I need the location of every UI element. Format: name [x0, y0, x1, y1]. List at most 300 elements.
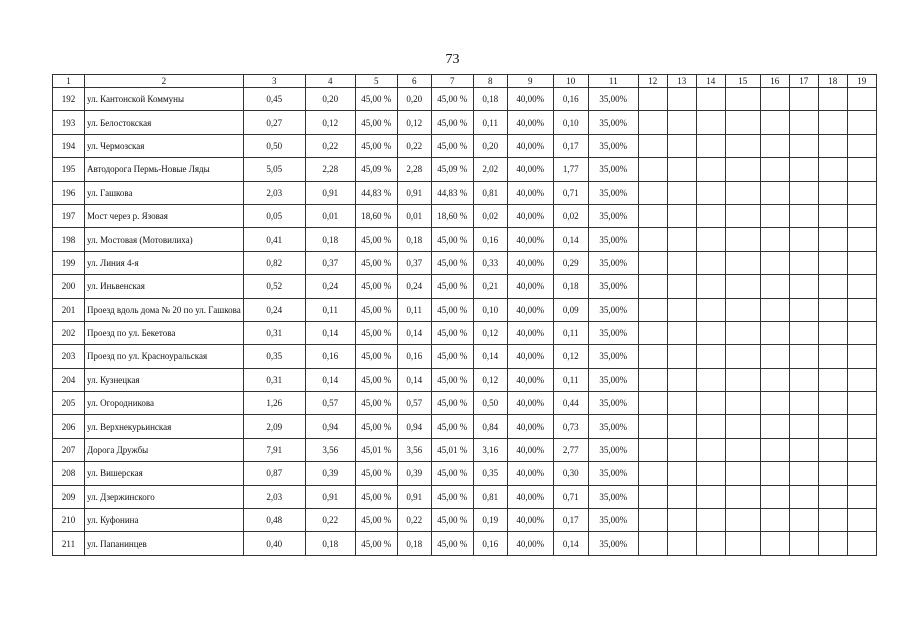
cell-col4: 0,37: [305, 251, 355, 274]
column-header-4: 4: [305, 75, 355, 88]
column-header-7: 7: [431, 75, 473, 88]
cell-col9: 40,00%: [507, 392, 553, 415]
table-row: [53, 438, 877, 461]
cell-col6: 0,18: [397, 532, 431, 555]
empty-cell-col13: [667, 134, 696, 157]
empty-cell-col19: [847, 345, 876, 368]
cell-col7: 45,00 %: [431, 228, 473, 251]
empty-cell-col14: [696, 509, 725, 532]
empty-cell-col18: [818, 251, 847, 274]
cell-col11: 35,00%: [588, 204, 638, 227]
empty-cell-col12: [638, 345, 667, 368]
empty-cell-col16: [760, 321, 789, 344]
empty-cell-col18: [818, 368, 847, 391]
road-name: Дорога Дружбы: [85, 438, 244, 461]
table-row: [53, 509, 877, 532]
empty-cell-col14: [696, 228, 725, 251]
row-number: 208: [53, 462, 85, 485]
column-header-18: 18: [818, 75, 847, 88]
cell-col3: 0,40: [243, 532, 305, 555]
cell-col7: 44,83 %: [431, 181, 473, 204]
empty-cell-col14: [696, 158, 725, 181]
cell-col4: 0,94: [305, 415, 355, 438]
column-header-13: 13: [667, 75, 696, 88]
empty-cell-col13: [667, 345, 696, 368]
empty-cell-col18: [818, 181, 847, 204]
cell-col6: 0,22: [397, 134, 431, 157]
cell-col11: 35,00%: [588, 158, 638, 181]
row-number: 207: [53, 438, 85, 461]
cell-col9: 40,00%: [507, 485, 553, 508]
empty-cell-col17: [789, 204, 818, 227]
table-row: [53, 228, 877, 251]
road-name: ул. Вишерская: [85, 462, 244, 485]
cell-col11: 35,00%: [588, 532, 638, 555]
empty-cell-col19: [847, 532, 876, 555]
cell-col10: 0,18: [553, 275, 588, 298]
road-name: ул. Линия 4-я: [85, 251, 244, 274]
cell-col7: 45,00 %: [431, 275, 473, 298]
cell-col9: 40,00%: [507, 415, 553, 438]
empty-cell-col13: [667, 251, 696, 274]
cell-col6: 0,11: [397, 298, 431, 321]
cell-col7: 45,00 %: [431, 251, 473, 274]
column-header-5: 5: [355, 75, 397, 88]
cell-col8: 0,50: [473, 392, 507, 415]
row-number: 210: [53, 509, 85, 532]
road-name: ул. Папанинцев: [85, 532, 244, 555]
empty-cell-col12: [638, 134, 667, 157]
empty-cell-col16: [760, 134, 789, 157]
empty-cell-col15: [725, 462, 760, 485]
empty-cell-col16: [760, 111, 789, 134]
empty-cell-col19: [847, 134, 876, 157]
empty-cell-col17: [789, 392, 818, 415]
empty-cell-col15: [725, 345, 760, 368]
table-row: [53, 134, 877, 157]
empty-cell-col18: [818, 509, 847, 532]
empty-cell-col15: [725, 111, 760, 134]
column-header-16: 16: [760, 75, 789, 88]
cell-col7: 45,00 %: [431, 485, 473, 508]
cell-col4: 0,12: [305, 111, 355, 134]
cell-col6: 0,94: [397, 415, 431, 438]
empty-cell-col14: [696, 485, 725, 508]
column-header-9: 9: [507, 75, 553, 88]
empty-cell-col17: [789, 368, 818, 391]
cell-col10: 0,14: [553, 228, 588, 251]
empty-cell-col18: [818, 321, 847, 344]
empty-cell-col12: [638, 438, 667, 461]
empty-cell-col15: [725, 532, 760, 555]
empty-cell-col17: [789, 438, 818, 461]
cell-col5: 45,00 %: [355, 251, 397, 274]
empty-cell-col18: [818, 228, 847, 251]
row-number: 197: [53, 204, 85, 227]
cell-col4: 0,22: [305, 134, 355, 157]
cell-col3: 0,05: [243, 204, 305, 227]
cell-col4: 0,11: [305, 298, 355, 321]
column-header-10: 10: [553, 75, 588, 88]
row-number: 201: [53, 298, 85, 321]
cell-col9: 40,00%: [507, 251, 553, 274]
empty-cell-col15: [725, 204, 760, 227]
cell-col7: 45,00 %: [431, 532, 473, 555]
empty-cell-col12: [638, 251, 667, 274]
cell-col5: 45,00 %: [355, 275, 397, 298]
cell-col9: 40,00%: [507, 134, 553, 157]
empty-cell-col18: [818, 158, 847, 181]
cell-col4: 0,18: [305, 532, 355, 555]
table-row: [53, 275, 877, 298]
data-table: [52, 74, 877, 556]
empty-cell-col16: [760, 88, 789, 111]
cell-col9: 40,00%: [507, 228, 553, 251]
empty-cell-col16: [760, 158, 789, 181]
cell-col3: 0,31: [243, 321, 305, 344]
cell-col8: 0,10: [473, 298, 507, 321]
road-name: Мост через р. Язовая: [85, 204, 244, 227]
row-number: 211: [53, 532, 85, 555]
row-number: 198: [53, 228, 85, 251]
cell-col9: 40,00%: [507, 462, 553, 485]
empty-cell-col16: [760, 438, 789, 461]
row-number: 204: [53, 368, 85, 391]
cell-col11: 35,00%: [588, 509, 638, 532]
empty-cell-col16: [760, 204, 789, 227]
empty-cell-col19: [847, 462, 876, 485]
cell-col4: 0,20: [305, 88, 355, 111]
empty-cell-col19: [847, 321, 876, 344]
empty-cell-col12: [638, 415, 667, 438]
cell-col3: 0,27: [243, 111, 305, 134]
cell-col6: 0,14: [397, 321, 431, 344]
empty-cell-col15: [725, 275, 760, 298]
empty-cell-col13: [667, 204, 696, 227]
empty-cell-col12: [638, 392, 667, 415]
empty-cell-col16: [760, 415, 789, 438]
cell-col7: 45,00 %: [431, 345, 473, 368]
empty-cell-col19: [847, 251, 876, 274]
cell-col6: 0,37: [397, 251, 431, 274]
empty-cell-col17: [789, 88, 818, 111]
column-header-17: 17: [789, 75, 818, 88]
empty-cell-col17: [789, 134, 818, 157]
cell-col9: 40,00%: [507, 204, 553, 227]
cell-col10: 0,30: [553, 462, 588, 485]
cell-col5: 45,00 %: [355, 509, 397, 532]
empty-cell-col13: [667, 415, 696, 438]
cell-col6: 0,18: [397, 228, 431, 251]
table-row: [53, 462, 877, 485]
row-number: 200: [53, 275, 85, 298]
cell-col8: 0,81: [473, 181, 507, 204]
cell-col7: 45,09 %: [431, 158, 473, 181]
table-row: [53, 251, 877, 274]
empty-cell-col15: [725, 321, 760, 344]
empty-cell-col13: [667, 88, 696, 111]
empty-cell-col16: [760, 228, 789, 251]
empty-cell-col19: [847, 509, 876, 532]
cell-col3: 0,50: [243, 134, 305, 157]
cell-col6: 0,20: [397, 88, 431, 111]
road-name: Проезд вдоль дома № 20 по ул. Гашкова: [85, 298, 244, 321]
cell-col3: 1,26: [243, 392, 305, 415]
road-name: ул. Куфонина: [85, 509, 244, 532]
cell-col9: 40,00%: [507, 88, 553, 111]
cell-col5: 45,00 %: [355, 228, 397, 251]
empty-cell-col17: [789, 345, 818, 368]
cell-col4: 0,57: [305, 392, 355, 415]
cell-col6: 0,24: [397, 275, 431, 298]
cell-col5: 45,00 %: [355, 368, 397, 391]
cell-col6: 0,91: [397, 181, 431, 204]
empty-cell-col19: [847, 88, 876, 111]
cell-col10: 1,77: [553, 158, 588, 181]
empty-cell-col13: [667, 321, 696, 344]
empty-cell-col15: [725, 134, 760, 157]
cell-col11: 35,00%: [588, 111, 638, 134]
cell-col8: 0,11: [473, 111, 507, 134]
column-header-2: 2: [85, 75, 244, 88]
cell-col10: 0,44: [553, 392, 588, 415]
empty-cell-col15: [725, 368, 760, 391]
empty-cell-col12: [638, 368, 667, 391]
cell-col4: 0,01: [305, 204, 355, 227]
cell-col8: 3,16: [473, 438, 507, 461]
cell-col5: 45,09 %: [355, 158, 397, 181]
cell-col8: 0,84: [473, 415, 507, 438]
cell-col5: 45,00 %: [355, 485, 397, 508]
empty-cell-col14: [696, 462, 725, 485]
empty-cell-col19: [847, 275, 876, 298]
empty-cell-col16: [760, 345, 789, 368]
empty-cell-col14: [696, 275, 725, 298]
empty-cell-col19: [847, 368, 876, 391]
cell-col11: 35,00%: [588, 462, 638, 485]
empty-cell-col18: [818, 532, 847, 555]
cell-col5: 45,00 %: [355, 345, 397, 368]
cell-col7: 45,00 %: [431, 321, 473, 344]
empty-cell-col13: [667, 368, 696, 391]
cell-col10: 0,71: [553, 485, 588, 508]
cell-col5: 45,00 %: [355, 462, 397, 485]
cell-col3: 0,87: [243, 462, 305, 485]
empty-cell-col18: [818, 438, 847, 461]
row-number: 209: [53, 485, 85, 508]
cell-col7: 45,00 %: [431, 415, 473, 438]
cell-col10: 0,11: [553, 368, 588, 391]
row-number: 194: [53, 134, 85, 157]
cell-col8: 0,35: [473, 462, 507, 485]
empty-cell-col12: [638, 181, 667, 204]
cell-col6: 0,91: [397, 485, 431, 508]
empty-cell-col15: [725, 485, 760, 508]
cell-col5: 45,00 %: [355, 392, 397, 415]
empty-cell-col13: [667, 111, 696, 134]
empty-cell-col14: [696, 204, 725, 227]
cell-col10: 0,29: [553, 251, 588, 274]
cell-col5: 45,00 %: [355, 298, 397, 321]
cell-col3: 0,52: [243, 275, 305, 298]
cell-col3: 2,03: [243, 181, 305, 204]
cell-col10: 0,10: [553, 111, 588, 134]
column-header-6: 6: [397, 75, 431, 88]
empty-cell-col18: [818, 415, 847, 438]
road-name: ул. Гашкова: [85, 181, 244, 204]
empty-cell-col12: [638, 111, 667, 134]
empty-cell-col13: [667, 392, 696, 415]
empty-cell-col15: [725, 88, 760, 111]
empty-cell-col15: [725, 438, 760, 461]
road-name: Проезд по ул. Красноуральская: [85, 345, 244, 368]
row-number: 202: [53, 321, 85, 344]
empty-cell-col17: [789, 228, 818, 251]
empty-cell-col16: [760, 462, 789, 485]
cell-col6: 0,16: [397, 345, 431, 368]
cell-col7: 45,00 %: [431, 88, 473, 111]
table-row: [53, 204, 877, 227]
empty-cell-col12: [638, 462, 667, 485]
empty-cell-col17: [789, 158, 818, 181]
empty-cell-col19: [847, 111, 876, 134]
cell-col9: 40,00%: [507, 438, 553, 461]
column-header-15: 15: [725, 75, 760, 88]
cell-col5: 45,01 %: [355, 438, 397, 461]
empty-cell-col19: [847, 438, 876, 461]
empty-cell-col14: [696, 298, 725, 321]
cell-col7: 45,01 %: [431, 438, 473, 461]
table-row: [53, 415, 877, 438]
cell-col9: 40,00%: [507, 321, 553, 344]
empty-cell-col18: [818, 111, 847, 134]
empty-cell-col17: [789, 509, 818, 532]
empty-cell-col17: [789, 181, 818, 204]
cell-col10: 2,77: [553, 438, 588, 461]
cell-col4: 0,18: [305, 228, 355, 251]
road-name: Автодорога Пермь-Новые Ляды: [85, 158, 244, 181]
empty-cell-col17: [789, 111, 818, 134]
cell-col3: 0,48: [243, 509, 305, 532]
row-number: 205: [53, 392, 85, 415]
empty-cell-col13: [667, 438, 696, 461]
table-row: [53, 111, 877, 134]
cell-col5: 45,00 %: [355, 88, 397, 111]
cell-col9: 40,00%: [507, 181, 553, 204]
table-row: [53, 345, 877, 368]
empty-cell-col15: [725, 298, 760, 321]
cell-col9: 40,00%: [507, 275, 553, 298]
column-header-14: 14: [696, 75, 725, 88]
cell-col7: 45,00 %: [431, 509, 473, 532]
empty-cell-col16: [760, 275, 789, 298]
empty-cell-col14: [696, 88, 725, 111]
cell-col3: 0,82: [243, 251, 305, 274]
empty-cell-col13: [667, 275, 696, 298]
cell-col5: 45,00 %: [355, 415, 397, 438]
cell-col7: 45,00 %: [431, 462, 473, 485]
cell-col4: 0,14: [305, 368, 355, 391]
cell-col11: 35,00%: [588, 438, 638, 461]
empty-cell-col13: [667, 532, 696, 555]
empty-cell-col12: [638, 532, 667, 555]
cell-col10: 0,17: [553, 134, 588, 157]
cell-col8: 0,16: [473, 228, 507, 251]
cell-col10: 0,14: [553, 532, 588, 555]
empty-cell-col12: [638, 509, 667, 532]
road-name: ул. Дзержинского: [85, 485, 244, 508]
cell-col4: 0,16: [305, 345, 355, 368]
cell-col3: 5,05: [243, 158, 305, 181]
empty-cell-col16: [760, 181, 789, 204]
empty-cell-col12: [638, 88, 667, 111]
road-name: ул. Иньвенская: [85, 275, 244, 298]
empty-cell-col17: [789, 251, 818, 274]
column-header-11: 11: [588, 75, 638, 88]
cell-col9: 40,00%: [507, 345, 553, 368]
empty-cell-col13: [667, 298, 696, 321]
cell-col8: 0,19: [473, 509, 507, 532]
cell-col9: 40,00%: [507, 368, 553, 391]
empty-cell-col19: [847, 158, 876, 181]
empty-cell-col17: [789, 485, 818, 508]
cell-col3: 2,09: [243, 415, 305, 438]
cell-col3: 0,45: [243, 88, 305, 111]
empty-cell-col15: [725, 509, 760, 532]
cell-col3: 0,24: [243, 298, 305, 321]
road-name: ул. Кантонской Коммуны: [85, 88, 244, 111]
empty-cell-col12: [638, 204, 667, 227]
cell-col8: 0,14: [473, 345, 507, 368]
cell-col6: 0,39: [397, 462, 431, 485]
empty-cell-col12: [638, 275, 667, 298]
road-name: Проезд по ул. Бекетова: [85, 321, 244, 344]
cell-col8: 0,33: [473, 251, 507, 274]
cell-col6: 0,14: [397, 368, 431, 391]
empty-cell-col14: [696, 368, 725, 391]
empty-cell-col14: [696, 392, 725, 415]
row-number: 203: [53, 345, 85, 368]
column-header-19: 19: [847, 75, 876, 88]
empty-cell-col14: [696, 532, 725, 555]
cell-col8: 2,02: [473, 158, 507, 181]
empty-cell-col16: [760, 532, 789, 555]
cell-col11: 35,00%: [588, 415, 638, 438]
cell-col6: 0,12: [397, 111, 431, 134]
empty-cell-col18: [818, 485, 847, 508]
cell-col3: 0,35: [243, 345, 305, 368]
road-name: ул. Мостовая (Мотовилиха): [85, 228, 244, 251]
cell-col11: 35,00%: [588, 134, 638, 157]
empty-cell-col19: [847, 228, 876, 251]
road-name: ул. Огородникова: [85, 392, 244, 415]
cell-col10: 0,12: [553, 345, 588, 368]
cell-col8: 0,18: [473, 88, 507, 111]
cell-col9: 40,00%: [507, 532, 553, 555]
cell-col7: 45,00 %: [431, 134, 473, 157]
road-name: ул. Белостокская: [85, 111, 244, 134]
empty-cell-col12: [638, 228, 667, 251]
cell-col5: 44,83 %: [355, 181, 397, 204]
empty-cell-col14: [696, 438, 725, 461]
empty-cell-col12: [638, 321, 667, 344]
cell-col4: 0,39: [305, 462, 355, 485]
cell-col10: 0,73: [553, 415, 588, 438]
cell-col5: 45,00 %: [355, 111, 397, 134]
column-header-3: 3: [243, 75, 305, 88]
cell-col5: 45,00 %: [355, 532, 397, 555]
cell-col11: 35,00%: [588, 181, 638, 204]
